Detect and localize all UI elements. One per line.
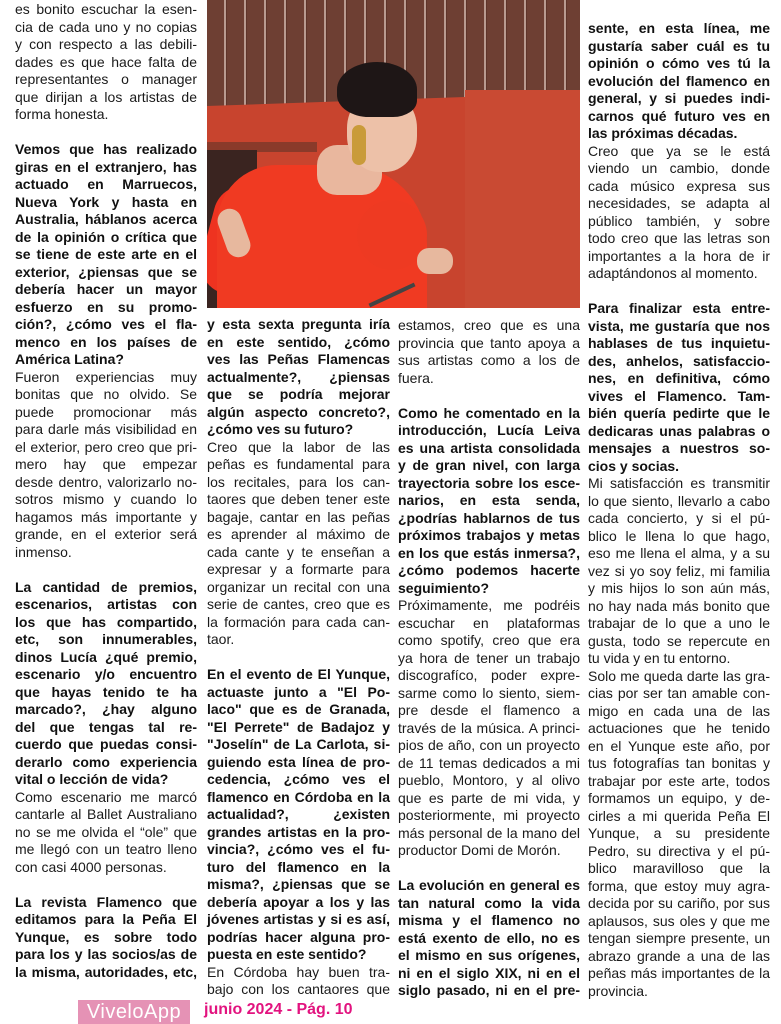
text-line: los que has compartido, [15, 613, 197, 630]
vivelo-app-logo: ViveloApp [78, 1000, 190, 1024]
text-line: seguimiento? [398, 579, 490, 596]
text-line: peñas es fundamental para [207, 456, 390, 472]
text-line: formamos un equipo, y de- [588, 790, 770, 806]
text-line: ¿cómo podemos hacerte [398, 562, 580, 578]
text-line: vital o lección de vida? [15, 771, 169, 787]
interview-answer [207, 439, 390, 649]
interview-answer [15, 1, 197, 124]
text-line: cada concierto, y si el pú- [588, 510, 770, 526]
text-line: Vemos que has realizado [15, 141, 197, 157]
text-line: está exento de ello, no es [398, 929, 580, 946]
interview-question [588, 300, 770, 475]
text-line: grandes artistas en la pro- [207, 823, 390, 840]
text-line: exterior, ¿piensas que se [15, 263, 197, 280]
text-line: narios, en esta senda, [398, 492, 580, 508]
text-line: cias por ser tan amable con- [588, 685, 770, 701]
text-line: ¿cómo ves su futuro? [207, 421, 354, 437]
text-line: mero hay que empezar [15, 456, 197, 472]
text-line: y esta sexta pregunta iría [207, 316, 390, 332]
text-line: los recitales, para los can- [207, 473, 390, 490]
text-line: no hay nada más bonito que [588, 597, 770, 614]
text-line: tus fotografías tan bonitas y [588, 755, 770, 771]
interview-question [207, 666, 390, 964]
text-line: discografíco, poder expre- [398, 667, 580, 683]
text-line: para darle más visibilidad en [15, 421, 197, 437]
text-line: posteriormente, mi proyecto [398, 807, 580, 823]
qa-block [15, 894, 197, 982]
text-line: el mismo en sus orígenes, [398, 947, 580, 963]
text-line: cios y socias. [588, 457, 680, 474]
text-line: representantes o manager [15, 71, 197, 87]
text-line: organizar un recital con una [207, 578, 390, 595]
text-line: América Latina? [15, 351, 124, 367]
text-line: "Joselín" de La Carlota, si- [207, 736, 390, 752]
text-line: público también, y sobre [588, 212, 770, 229]
text-line: taor. [207, 631, 235, 647]
text-line: fuera. [398, 369, 434, 386]
text-line: bajo con los cantaores que [207, 981, 390, 997]
qa-block [398, 405, 580, 860]
text-line: bagaje, cantar en las peñas [207, 508, 390, 525]
text-line: eso me llena el alma, y a su [588, 545, 770, 561]
text-line: lo que siento, llevarlo a cabo [588, 492, 770, 509]
text-line: y mis hijos lo son aún más, [588, 580, 770, 596]
text-line: Pedro, su directiva y el pú- [588, 842, 770, 859]
text-line: Nueva York y hasta en [15, 193, 197, 210]
text-line: ya hora de tener un trabajo [398, 649, 580, 666]
text-line: sente, en esta línea, me [588, 20, 770, 36]
text-line: viendo un cambio, donde [588, 160, 770, 176]
text-line: giras en el extranjero, has [15, 158, 197, 175]
text-line: que hayas tenido te ha [15, 683, 197, 700]
text-line: que dirijan a los artistas de [15, 88, 197, 105]
text-line: importantes a la hora de ir [588, 247, 770, 264]
text-line: estamos, creo que es una [398, 317, 580, 333]
text-line: trabajar de lo que a uno le [588, 615, 770, 631]
text-line: vista, me gustaría que nos [588, 317, 770, 334]
text-line: puede promocionar más [15, 403, 197, 420]
text-line: como spotify, creo que era [398, 632, 580, 648]
qa-block [15, 141, 197, 561]
text-line: En el evento de El Yunque, [207, 666, 390, 682]
text-line: editamos para la Peña El [15, 911, 197, 927]
text-line: La revista Flamenco que [15, 893, 197, 910]
text-line: cada músico expresa sus [588, 177, 770, 194]
interview-question [15, 141, 197, 369]
text-line: "El Perrete" de Badajoz y [207, 718, 390, 735]
text-line: dedicaras unas palabras o [588, 422, 770, 439]
text-line: que se podría mejorar [207, 386, 390, 402]
text-line: cia de cada uno y no copias [15, 18, 197, 35]
text-line: taores que deben tener este [207, 491, 390, 507]
text-line: adaptándonos al momento. [588, 265, 758, 281]
text-line: debería hacer un mayor [15, 281, 197, 297]
text-line: me llegó con un teatro lleno [15, 841, 197, 857]
qa-block [588, 20, 770, 283]
text-line: blico le llena lo que hago, [588, 527, 770, 544]
text-line: y con respecto a las debili- [15, 36, 197, 52]
text-line: flamenco en Córdoba en la [207, 788, 390, 805]
text-line: migo en cada una de las [588, 702, 770, 719]
text-line: la formación para cada can- [207, 613, 390, 630]
text-line: del que tengas tal re- [15, 718, 197, 735]
text-line: expresar y a formarte para [207, 561, 390, 577]
text-line: abrazo grande a una de las [588, 947, 770, 964]
qa-block [398, 877, 580, 1000]
text-line: se tiene de este arte en el [15, 246, 197, 262]
text-line: nes, en definitiva, cómo [588, 370, 770, 386]
text-line: vincia?, ¿cómo ves el fu- [207, 841, 390, 857]
text-line: las próximas décadas. [588, 125, 738, 141]
text-line: Australia, háblanos acerca [15, 211, 197, 227]
text-line: serie de cantes, creo que es [207, 596, 390, 612]
text-line: es aprender al máximo de [207, 526, 390, 542]
text-line: guiendo esta línea de pro- [207, 753, 390, 770]
text-line: ves las Peñas Flamencas [207, 351, 390, 367]
text-line: escuchar en plataformas [398, 614, 580, 631]
text-line: sotros mismo y cuando lo [15, 491, 197, 507]
text-line: peñas más importantes de la [588, 965, 770, 981]
text-line: vives el Flamenco. Tam- [588, 387, 770, 404]
text-line: actuado en Marruecos, [15, 176, 197, 192]
text-line: desde dentro, valorizarlo no- [15, 473, 197, 490]
interview-question [207, 316, 390, 439]
singer-photo [207, 0, 580, 308]
text-line: dades es que hace falta de [15, 53, 197, 70]
text-line: esfuerzo en su promo- [15, 298, 197, 315]
text-line: con casi 4000 personas. [15, 858, 167, 875]
text-line: la misma, autoridades, etc, [15, 963, 197, 980]
text-line: inmenso. [15, 543, 72, 560]
text-line: Mi satisfacción es transmitir [588, 475, 770, 491]
qa-block [207, 666, 390, 999]
text-line: ni en el siglo XIX, ni en el [398, 964, 580, 981]
text-line: de la opinión o crítica que [15, 228, 197, 245]
text-line: dinos Lucía ¿qué premio, [15, 648, 197, 665]
text-line: misma?, ¿piensas que se [207, 876, 390, 892]
text-line: tan natural como la vida [398, 894, 580, 911]
text-line: Solo me queda darte las gra- [588, 667, 770, 684]
text-line: cantarle al Ballet Australiano [15, 806, 197, 822]
text-line: actualmente?, ¿piensas [207, 368, 390, 385]
text-line: vez si yo soy feliz, mi familia [588, 562, 770, 579]
text-line: pueblo, Montoro, y al olivo [398, 772, 580, 788]
text-line: misma y el flamenco no [398, 912, 580, 928]
text-line: en este sentido, ¿cómo [207, 333, 390, 350]
text-line: mensajes a nuestros so- [588, 440, 770, 456]
interview-answer [15, 789, 197, 877]
text-line: etc, son innumerables, [15, 631, 197, 647]
text-line: grande, en el exterior será [15, 526, 197, 542]
text-line: de 11 temas dedicados a mi [398, 754, 580, 771]
interview-answer [588, 143, 770, 283]
text-line: ción?, ¿cómo ves el fla- [15, 316, 197, 332]
text-line: escenarios, artistas con [15, 596, 197, 612]
qa-block [207, 316, 390, 649]
text-line: hablases de tus inquietu- [588, 335, 770, 351]
text-line: forma honesta. [15, 106, 109, 122]
interview-question [398, 877, 580, 1000]
text-line: jóvenes artistas y si es así, [207, 911, 390, 927]
text-line: La evolución en general es [398, 877, 580, 893]
text-line: que es parte de mi vida, y [398, 789, 580, 806]
text-line: derarlo como experiencia [15, 753, 197, 770]
text-line: debería apoyar a los y las [207, 893, 390, 910]
text-line: provincia que tanto apoya a [398, 334, 580, 351]
text-line: bién quería pedirte que le [588, 405, 770, 421]
text-line: sarme como lo siento, siem- [398, 684, 580, 701]
text-line: algún aspecto concreto?, [207, 403, 390, 420]
text-line: forma, que estoy muy agra- [588, 877, 770, 894]
text-line: podrías hacer alguna pro- [207, 928, 390, 945]
text-line: aplausos, sus oles y que me [588, 912, 770, 929]
text-line: provincia. [588, 982, 648, 999]
text-line: bonitas que no olvido. Se [15, 386, 197, 402]
gold-earring [352, 125, 366, 165]
interview-question [15, 894, 197, 982]
text-line: actuaste junto a "El Po- [207, 683, 390, 700]
text-line: es una artista consolidada [398, 439, 580, 456]
text-line: actuaciones que he tenido [588, 720, 770, 736]
text-line: decida por su cariño, por sus [588, 895, 770, 911]
text-line: evolución del flamenco en [588, 72, 770, 89]
text-line: pre desde el flamenco a [398, 702, 580, 718]
text-line: próximos trabajos y metas [398, 527, 580, 543]
qa-block [15, 1, 197, 124]
text-line: cirles a mi querida Peña El [588, 807, 770, 824]
text-line: gustaría saber cuál es tu [588, 37, 770, 54]
interview-answer [398, 317, 580, 387]
text-line: más personal de la mano del [398, 824, 580, 841]
text-line: es bonito escuchar la esen- [15, 1, 197, 17]
text-line: través de la música. A princi- [398, 719, 580, 736]
article-column-3 [398, 317, 580, 1000]
interview-answer [588, 475, 770, 668]
text-line: el exterior, pero creo que pri- [15, 438, 197, 455]
red-panel [465, 90, 580, 308]
text-line: turo del flamenco en la [207, 858, 390, 875]
text-line: marcado?, ¿hay alguno [15, 701, 197, 717]
text-line: menco en los países de [15, 333, 197, 350]
text-line: para los y las socios/as de [15, 946, 197, 962]
text-line: en el Yunque este año, por [588, 737, 770, 754]
text-line: puesta en este sentido? [207, 946, 367, 962]
text-line: productor Domi de Morón. [398, 842, 561, 858]
text-line: siglo pasado, ni en el pre- [398, 982, 580, 998]
text-line: hagamos más importante y [15, 508, 197, 525]
interview-answer [207, 964, 390, 999]
text-line: pios de año, con un proyecto [398, 737, 580, 753]
text-line: Yunque, es sobre todo [15, 928, 197, 945]
text-line: En Córdoba hay buen tra- [207, 963, 390, 980]
text-line: no se me olvida el “ole” que [15, 823, 197, 840]
text-line: general, y si puedes indi- [588, 90, 770, 106]
text-line: La cantidad de premios, [15, 578, 197, 595]
text-line: Próximamente, me podréis [398, 597, 580, 613]
text-line: sus artistas como a los de [398, 352, 580, 368]
page-date-label: junio 2024 - Pág. 10 [204, 1001, 353, 1018]
text-line: Creo que la labor de las [207, 438, 390, 455]
text-line: carnos qué futuro ves en [588, 107, 770, 124]
qa-block [398, 317, 580, 387]
text-line: en los que estás inmersa?, [398, 544, 580, 561]
interview-question [15, 579, 197, 789]
interview-question [398, 405, 580, 598]
text-line: trayectoria sobre los esce- [398, 474, 580, 491]
qa-block [15, 579, 197, 877]
text-line: cedencia, ¿cómo ves el [207, 771, 390, 787]
text-line: Como he comentado en la [398, 404, 580, 421]
text-line: Fueron experiencias muy [15, 368, 197, 385]
text-line: actualidad?, ¿existen [207, 806, 390, 822]
qa-block [588, 300, 770, 1000]
interview-answer [588, 668, 770, 1001]
text-line: tu vida y en tu entorno. [588, 650, 731, 666]
text-line: escenario y/o encuentro [15, 666, 197, 682]
text-line: y de gran nivel, con larga [398, 457, 580, 473]
text-line: Para finalizar esta entre- [588, 300, 770, 316]
singer-hand-right [417, 248, 453, 274]
text-line: tengan siempre presente, un [588, 930, 770, 946]
article-column-2 [207, 316, 390, 999]
text-line: trabajar por este arte, todos [588, 772, 770, 789]
text-line: gusta, todo se repercute en [588, 632, 770, 649]
singer-hair [337, 62, 417, 117]
text-line: Como escenario me marcó [15, 788, 197, 805]
interview-question [588, 20, 770, 143]
text-line: opinión o cómo ves tú la [588, 55, 770, 71]
article-column-1 [15, 1, 197, 981]
text-line: Creo que ya se le está [588, 142, 770, 159]
interview-answer [398, 597, 580, 860]
text-line: laco" que es de Granada, [207, 701, 390, 717]
interview-answer [15, 369, 197, 562]
text-line: cada cante y te enseñan a [207, 543, 390, 560]
text-line: todo creo que las letras son [588, 230, 770, 246]
text-line: Yunque, a su presidente [588, 825, 770, 841]
text-line: des, anhelos, satisfaccio- [588, 352, 770, 369]
text-line: introducción, Lucía Leiva [398, 422, 580, 438]
text-line: blico maravilloso que la [588, 860, 770, 876]
article-column-4 [588, 20, 770, 1000]
text-line: ¿podrías hablarnos de tus [398, 509, 580, 526]
text-line: necesidades, se adapta al [588, 195, 770, 211]
text-line: cuerdo que puedas consi- [15, 736, 197, 752]
